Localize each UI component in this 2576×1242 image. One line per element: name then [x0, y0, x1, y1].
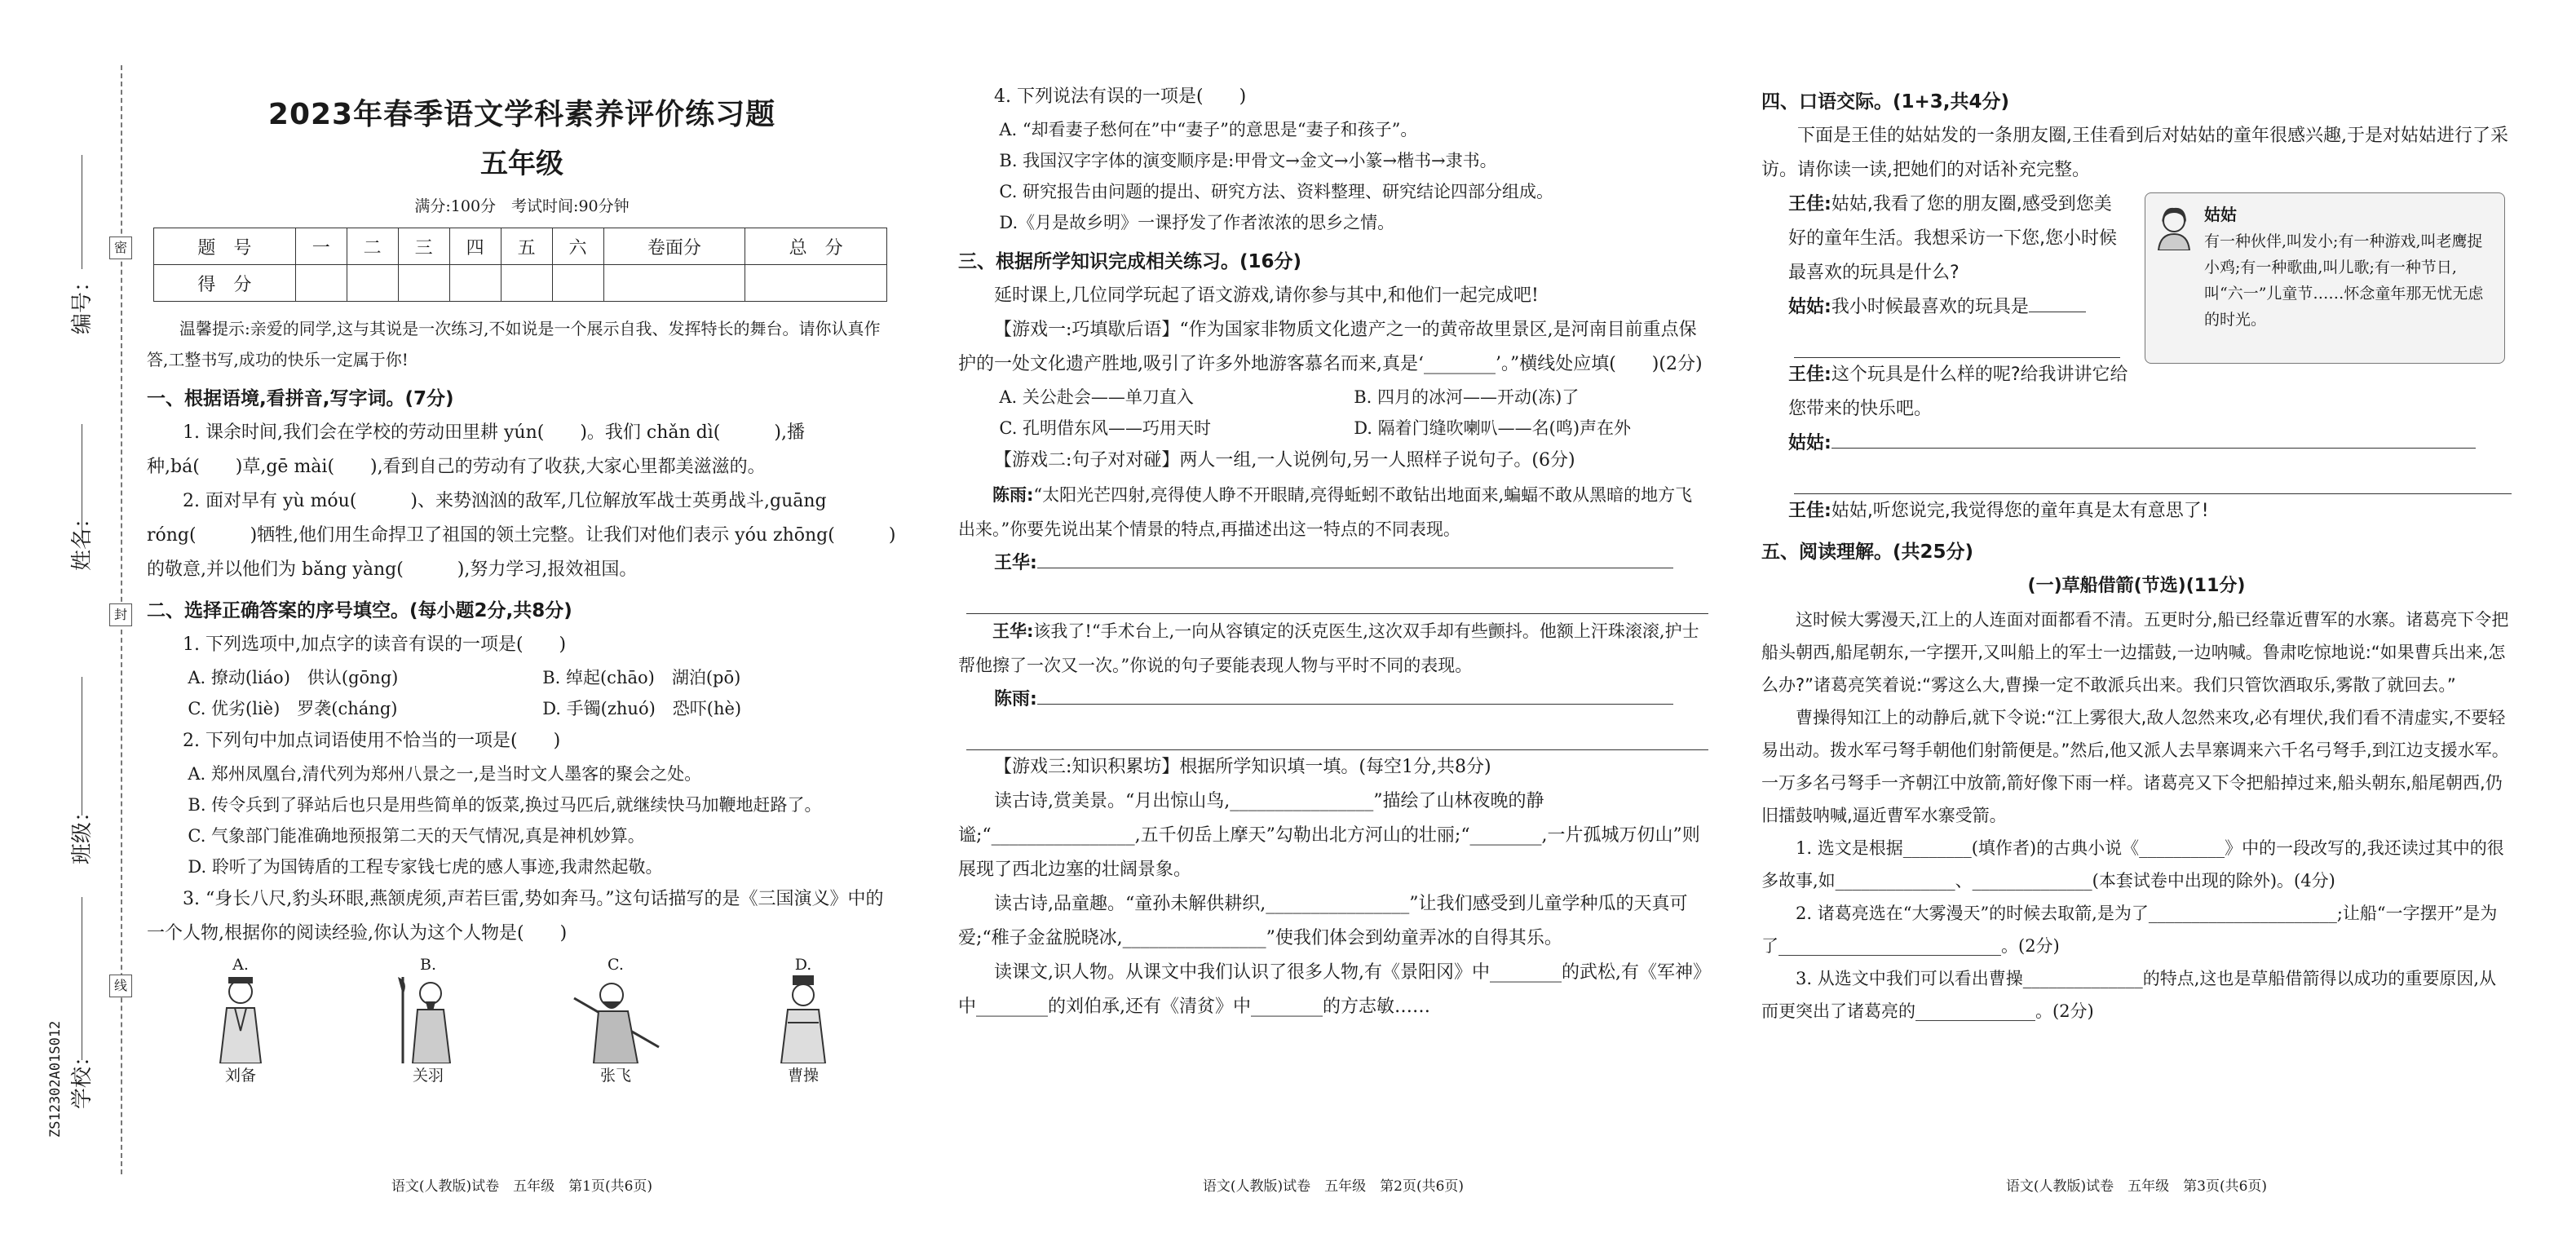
- speaker-label: 陈雨:: [994, 689, 1037, 709]
- figure-caocao: [730, 956, 877, 1085]
- option: A. 撩动(liáo) 供认(gōng): [188, 668, 399, 687]
- seal-circle-mi: 密: [109, 236, 132, 259]
- speaker-text: 姑姑,我看了您的朋友圈,感受到您美好的童年生活。我想采访一下您,您小时候最喜欢的玩具是什么?: [1788, 194, 2117, 283]
- option: A. “却看妻子愁何在”中“妻子”的意思是“妻子和孩子”。: [999, 120, 1418, 139]
- reading-question-2: 2. 诸葛亮选在“大雾漫天”的时候去取箭,是为了______________________;让船“一字摆开”是为了__________________________。(2分): [1761, 904, 2498, 956]
- option: C. 优劣(liè) 罗袭(cháng): [188, 699, 398, 718]
- figure-letter: D.: [794, 956, 812, 974]
- answer-line[interactable]: [1831, 448, 2476, 449]
- answer-line[interactable]: [1037, 704, 1673, 705]
- option: C. 研究报告由问题的提出、研究方法、资料整理、研究结论四部分组成。: [999, 182, 1554, 201]
- page-footer: 语文(人教版)试卷 五年级 第3页(共6页): [2005, 1178, 2268, 1195]
- wanghua-example-2: [958, 614, 1708, 683]
- dialog-2: [1761, 290, 2128, 325]
- dialog-5: [1761, 494, 2512, 528]
- option: B. 传令兵到了驿站后也只是用些简单的饭菜,换过马匹后,就继续快马加鞭地赶路了。: [188, 795, 822, 815]
- passage-title: (一)草船借箭(节选)(11分): [2027, 576, 2246, 596]
- figure-name: 张飞: [599, 1067, 631, 1085]
- score-cell[interactable]: [603, 265, 745, 302]
- speaker-text: 姑姑,听您说完,我觉得您的童年真是太有意思了!: [1831, 501, 2209, 521]
- answer-line[interactable]: [966, 717, 1708, 750]
- score-header-cell: 总 分: [745, 228, 887, 265]
- figure-letter: A.: [232, 956, 249, 974]
- speaker-label: 姑姑:: [1788, 433, 1831, 453]
- question-2: 2. 下列句中加点词语使用不恰当的一项是( ): [183, 731, 561, 751]
- speaker-text: 该我了!“手术台上,一向从容镇定的沃克医生,这次双手却有些颤抖。他额上汗珠滚滚,护士帮他擦了一次又一次。”你说的句子要能表现人物与平时不同的表现。: [958, 621, 1699, 675]
- speaker-text: 我小时候最喜欢的玩具是: [1831, 297, 2029, 317]
- section-4-intro: 下面是王佳的姑姑发的一条朋友圈,王佳看到后对姑姑的童年很感兴趣,于是对姑姑进行了采访。请你读一读,把她们的对话补充完整。: [1761, 126, 2508, 180]
- score-header-cell: 六: [552, 228, 603, 265]
- score-cell[interactable]: [347, 265, 398, 302]
- section-1-title: 一、根据语境,看拼音,写字词。(7分): [147, 388, 454, 409]
- score-cell[interactable]: [745, 265, 887, 302]
- score-cell[interactable]: [501, 265, 552, 302]
- side-label-name: 姓名：: [70, 506, 95, 571]
- score-table: [153, 228, 887, 302]
- exam-meta: 满分:100分 考试时间:90分钟: [414, 197, 630, 215]
- aunt-post-text: 有一种伙伴,叫发小;有一种游戏,叫老鹰捉小鸡;有一种歌曲,叫儿歌;有一种节日,叫“六一”儿童节……怀念童年那无忧无虑的时光。: [2204, 232, 2484, 329]
- section-1-para-2: 2. 面对早有 yù móu( )、来势汹汹的敌军,几位解放军战士英勇战斗,guāng róng( )牺牲,他们用生命捍卫了祖国的领土完整。让我们对他们表示 yóu zhōng( )的敬意,并以他们为 bǎng yàng( ),努力学习,报效祖国。: [147, 491, 896, 580]
- dialog-3: [1761, 358, 2128, 427]
- section-3-intro: 延时课上,几位同学玩起了语文游戏,请你参与其中,和他们一起完成吧!: [994, 285, 1539, 306]
- score-table-header: [154, 228, 887, 265]
- speaker-label: 王华:: [994, 553, 1037, 573]
- score-header-cell: 四: [449, 228, 501, 265]
- character-figures: [147, 956, 897, 1085]
- game-1-options-row-1: [958, 382, 1708, 413]
- option: B. 我国汉字字体的演变顺序是:甲骨文→金文→小篆→楷书→隶书。: [999, 151, 1497, 170]
- aunt-avatar-icon: [2155, 205, 2193, 250]
- score-header-cell: 五: [501, 228, 552, 265]
- question-3: 3. “身长八尺,豹头环眼,燕颔虎须,声若巨雷,势如奔马。”这句话描写的是《三国演义》中的一个人物,根据你的阅读经验,你认为这个人物是( ): [147, 889, 884, 944]
- page-1: [147, 0, 897, 1242]
- section-5-title: 五、阅读理解。(共25分): [1761, 541, 1974, 563]
- section-2-title: 二、选择正确答案的序号填空。(每小题2分,共8分): [147, 600, 572, 621]
- question-1-options-row-2: [147, 693, 897, 724]
- page-2: [958, 0, 1708, 1242]
- side-label-school: 学校：: [70, 1045, 95, 1109]
- moments-post-card: [2145, 192, 2505, 364]
- side-label-class: 班级：: [70, 800, 95, 864]
- page-footer: 语文(人教版)试卷 五年级 第1页(共6页): [391, 1178, 653, 1195]
- game-3-para-3: 读课文,识人物。从课文中我们认识了很多人物,有《景阳冈》中________的武松,有《军神》中________的刘伯承,还有《清贫》中________的方志敏……: [958, 962, 1702, 1017]
- score-cell[interactable]: [552, 265, 603, 302]
- page-3: [1761, 0, 2512, 1242]
- speaker-label: 姑姑:: [1788, 297, 1831, 317]
- reading-question-3: 3. 从选文中我们可以看出曹操______________的特点,这也是草船借箭得以成功的重要原因,从而更突出了诸葛亮的______________。(2分): [1761, 969, 2497, 1021]
- warm-tip: 温馨提示:亲爱的同学,这与其说是一次练习,不如说是一个展示自我、发挥特长的舞台。请你认真作答,工整书写,成功的快乐一定属于你!: [147, 319, 881, 369]
- speaker-label: 王佳:: [1788, 501, 1831, 521]
- speaker-label: 陈雨:: [992, 485, 1034, 505]
- option: A. 郑州凤凰台,清代列为郑州八景之一,是当时文人墨客的聚会之处。: [188, 764, 702, 784]
- dialog-left: [1761, 188, 2128, 427]
- score-cell[interactable]: [295, 265, 347, 302]
- game-3-para-1: 读古诗,赏美景。“月出惊山鸟,________________”描绘了山林夜晚的静谧;“________________,五千仞岳上摩天”勾勒出北方河山的壮丽;“________,一片孤城万仞山”则展现了西北边塞的壮阔景象。: [958, 791, 1700, 880]
- exam-grade: 五年级: [480, 148, 563, 180]
- score-header-cell: 二: [347, 228, 398, 265]
- game-2: 【游戏二:句子对对碰】两人一组,一人说例句,另一人照样子说句子。(6分): [994, 450, 1575, 471]
- figure-liubei: [167, 956, 314, 1085]
- option: C. 孔明借东风——巧用天时: [999, 418, 1212, 438]
- figure-letter: B.: [419, 956, 436, 974]
- score-header-cell: 三: [398, 228, 449, 265]
- exam-title: 2023年春季语文学科素养评价练习题: [267, 98, 776, 131]
- passage-para-1: 这时候大雾漫天,江上的人连面对面都看不清。五更时分,船已经靠近曹军的水寨。诸葛亮下令把船头朝西,船尾朝东,一字摆开,又叫船上的军士一边擂鼓,一边呐喊。鲁肃吃惊地说:“如果曹兵出来,怎么办?”诸葛亮笑着说:“雾这么大,曹操一定不敢派兵出来。我们只管饮酒取乐,雾散了就回去。”: [1761, 610, 2509, 695]
- page-footer: 语文(人教版)试卷 五年级 第2页(共6页): [1202, 1178, 1465, 1195]
- answer-line[interactable]: [1794, 461, 2512, 494]
- option: B. 四月的冰河——开动(冻)了: [1354, 387, 1580, 407]
- figure-letter: C.: [608, 956, 624, 974]
- dialog-1: [1761, 188, 2128, 290]
- option: B. 绰起(chāo) 湖泊(pō): [542, 668, 741, 687]
- option: D. 手镯(zhuó) 恐吓(hè): [542, 699, 742, 718]
- dialog-4: [1761, 427, 2512, 461]
- seal-circle-feng: 封: [109, 603, 132, 626]
- zhangfei-illustration-icon: [571, 974, 661, 1063]
- speaker-text: “太阳光芒四射,亮得使人睁不开眼睛,亮得蚯蚓不敢钻出地面来,蝙蝠不敢从黑暗的地方飞出来。”你要先说出某个情景的特点,再描述出这一特点的不同表现。: [958, 485, 1693, 539]
- guanyu-illustration-icon: [391, 974, 465, 1063]
- section-4-title: 四、口语交际。(1+3,共4分): [1761, 91, 2010, 113]
- game-3: 【游戏三:知识积累坊】根据所学知识填一填。(每空1分,共8分): [994, 757, 1491, 777]
- section-1-para-1: 1. 课余时间,我们会在学校的劳动田里耕 yún( )。我们 chǎn dì( ),播种,bá( )草,gē mài( ),看到自己的劳动有了收获,大家心里都美滋滋的。: [147, 422, 805, 477]
- speaker-label: 王华:: [992, 621, 1034, 641]
- reading-question-1: 1. 选文是根据________(填作者)的古典小说《__________》中的一段改写的,我还读过其中的很多故事,如______________、______________(本套试卷中出现的除外)。(4分): [1761, 838, 2504, 891]
- option: A. 关公赴会——单刀直入: [999, 387, 1194, 407]
- chenyu-example-1: [958, 478, 1708, 546]
- option: D. 聆听了为国铸盾的工程专家钱七虎的感人事迹,我肃然起敬。: [188, 857, 663, 877]
- figure-zhangfei: [542, 956, 689, 1085]
- figure-guanyu: [355, 956, 502, 1085]
- game-3-para-2: 读古诗,品童趣。“童孙未解供耕织,________________”让我们感受到儿童学种瓜的天真可爱;“稚子金盆脱晓冰,________________”使我们体会到幼童弄冰的自得其乐。: [958, 894, 1688, 948]
- option: D.《月是故乡明》一课抒发了作者浓浓的思乡之情。: [999, 213, 1395, 232]
- score-header-cell: 一: [295, 228, 347, 265]
- question-4: 4. 下列说法有误的一项是( ): [994, 86, 1247, 107]
- paper-code: ZS12302A01S012: [47, 1020, 64, 1138]
- section-3-title: 三、根据所学知识完成相关练习。(16分): [958, 251, 1302, 272]
- option: C. 气象部门能准确地预报第二天的天气情况,真是神机妙算。: [188, 826, 645, 846]
- score-cell[interactable]: [398, 265, 449, 302]
- question-1: 1. 下列选项中,加点字的读音有误的一项是( ): [183, 634, 567, 655]
- answer-line[interactable]: [1794, 325, 2120, 358]
- score-table-row: [154, 265, 887, 302]
- liubei-illustration-icon: [204, 974, 277, 1063]
- figure-name: 曹操: [787, 1067, 819, 1085]
- speaker-text: 这个玩具是什么样的呢?给我讲讲它给您带来的快乐吧。: [1788, 365, 2128, 419]
- wanghua-answer-1: [958, 546, 1708, 581]
- chenyu-answer-2: [958, 683, 1708, 717]
- seal-circle-xian: 线: [109, 975, 132, 997]
- score-cell[interactable]: [449, 265, 501, 302]
- speaker-label: 王佳:: [1788, 365, 1831, 385]
- side-label-number: 编号：: [70, 270, 95, 334]
- score-row-label: 得 分: [154, 265, 296, 302]
- score-header-cell: 题 号: [154, 228, 296, 265]
- aunt-name: 姑姑: [2204, 205, 2237, 224]
- option: D. 隔着门缝吹喇叭——名(鸣)声在外: [1354, 418, 1632, 438]
- caocao-illustration-icon: [767, 974, 840, 1063]
- figure-name: 关羽: [412, 1067, 444, 1085]
- answer-line[interactable]: [966, 581, 1708, 614]
- score-header-cell: 卷面分: [603, 228, 745, 265]
- game-1: 【游戏一:巧填歇后语】“作为国家非物质文化遗产之一的黄帝故里景区,是河南目前重点保护的一处文化遗产胜地,吸引了许多外地游客慕名而来,真是‘________’。”横线处应填( )(2分): [958, 320, 1703, 374]
- question-1-options-row-1: [147, 662, 897, 693]
- figure-name: 刘备: [224, 1067, 256, 1085]
- game-1-options-row-2: [958, 413, 1708, 444]
- speaker-label: 王佳:: [1788, 194, 1831, 214]
- passage-para-2: 曹操得知江上的动静后,就下令说:“江上雾很大,敌人忽然来攻,必有埋伏,我们看不清虚实,不要轻易出动。拨水军弓弩手朝他们射箭便是。”然后,他又派人去旱寨调来六千名弓弩手,到江边支援水军。一万多名弓弩手一齐朝江中放箭,箭好像下雨一样。诸葛亮又下令把船掉过来,船头朝东,船尾朝西,仍旧擂鼓呐喊,逼近曹军水寨受箭。: [1761, 708, 2509, 825]
